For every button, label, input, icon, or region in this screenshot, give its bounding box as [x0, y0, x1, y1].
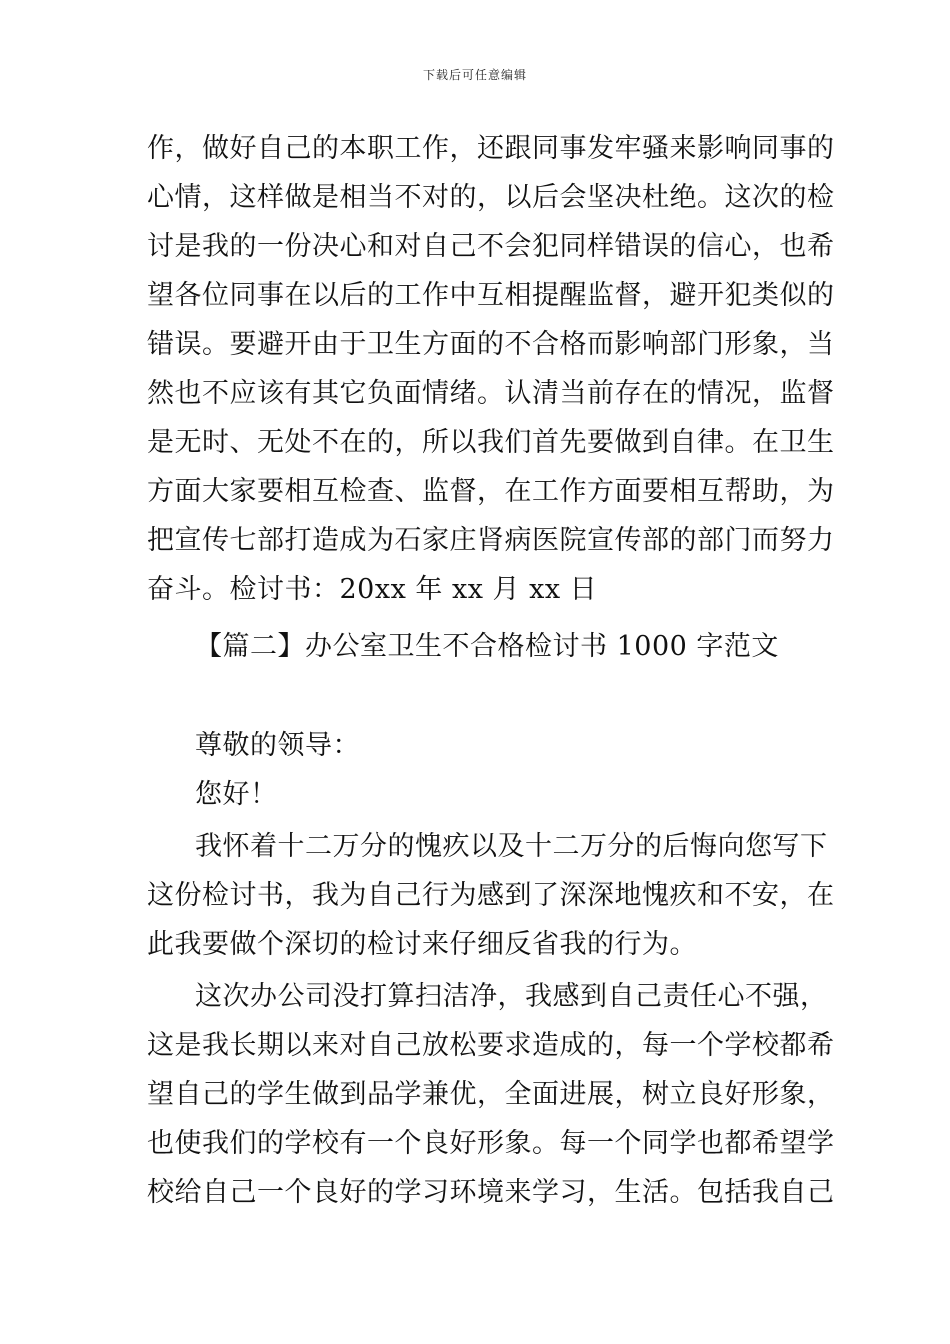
- salutation: 尊敬的领导：: [195, 730, 360, 761]
- body-line: 奋斗。检讨书：20xx 年 xx 月 xx 日: [147, 574, 598, 605]
- paragraph-line: 这是我长期以来对自己放松要求造成的，每一个学校都希: [147, 1030, 835, 1061]
- body-line: 作，做好自己的本职工作，还跟同事发牢骚来影响同事的: [147, 133, 835, 164]
- body-line: 是无时、无处不在的，所以我们首先要做到自律。在卫生: [147, 427, 835, 458]
- body-line: 然也不应该有其它负面情绪。认清当前存在的情况，监督: [147, 378, 835, 409]
- paragraph-line: 此我要做个深切的检讨来仔细反省我的行为。: [147, 929, 697, 960]
- paragraph-line: 也使我们的学校有一个良好形象。每一个同学也都希望学: [147, 1128, 835, 1159]
- paragraph-line: 校给自己一个良好的学习环境来学习，生活。包括我自己: [147, 1177, 835, 1208]
- section-heading: 【篇二】办公室卫生不合格检讨书 1000 字范文: [195, 631, 779, 662]
- body-line: 方面大家要相互检查、监督，在工作方面要相互帮助，为: [147, 476, 835, 507]
- body-line: 心情，这样做是相当不对的，以后会坚决杜绝。这次的检: [147, 182, 835, 213]
- paragraph-line: 望自己的学生做到品学兼优，全面进展，树立良好形象，: [147, 1079, 835, 1110]
- body-line: 把宣传七部打造成为石家庄肾病医院宣传部的部门而努力: [147, 525, 835, 556]
- body-line: 错误。要避开由于卫生方面的不合格而影响部门形象，当: [147, 329, 835, 360]
- header-note: 下载后可任意编辑: [422, 68, 527, 82]
- body-line: 望各位同事在以后的工作中互相提醒监督，避开犯类似的: [147, 280, 835, 311]
- greeting: 您好！: [195, 779, 278, 810]
- paragraph-line: 我怀着十二万分的愧疚以及十二万分的后悔向您写下: [195, 831, 828, 862]
- body-line: 讨是我的一份决心和对自己不会犯同样错误的信心，也希: [147, 231, 835, 262]
- paragraph-line: 这份检讨书，我为自己行为感到了深深地愧疚和不安，在: [147, 880, 835, 911]
- paragraph-line: 这次办公司没打算扫洁净，我感到自己责任心不强，: [195, 981, 828, 1012]
